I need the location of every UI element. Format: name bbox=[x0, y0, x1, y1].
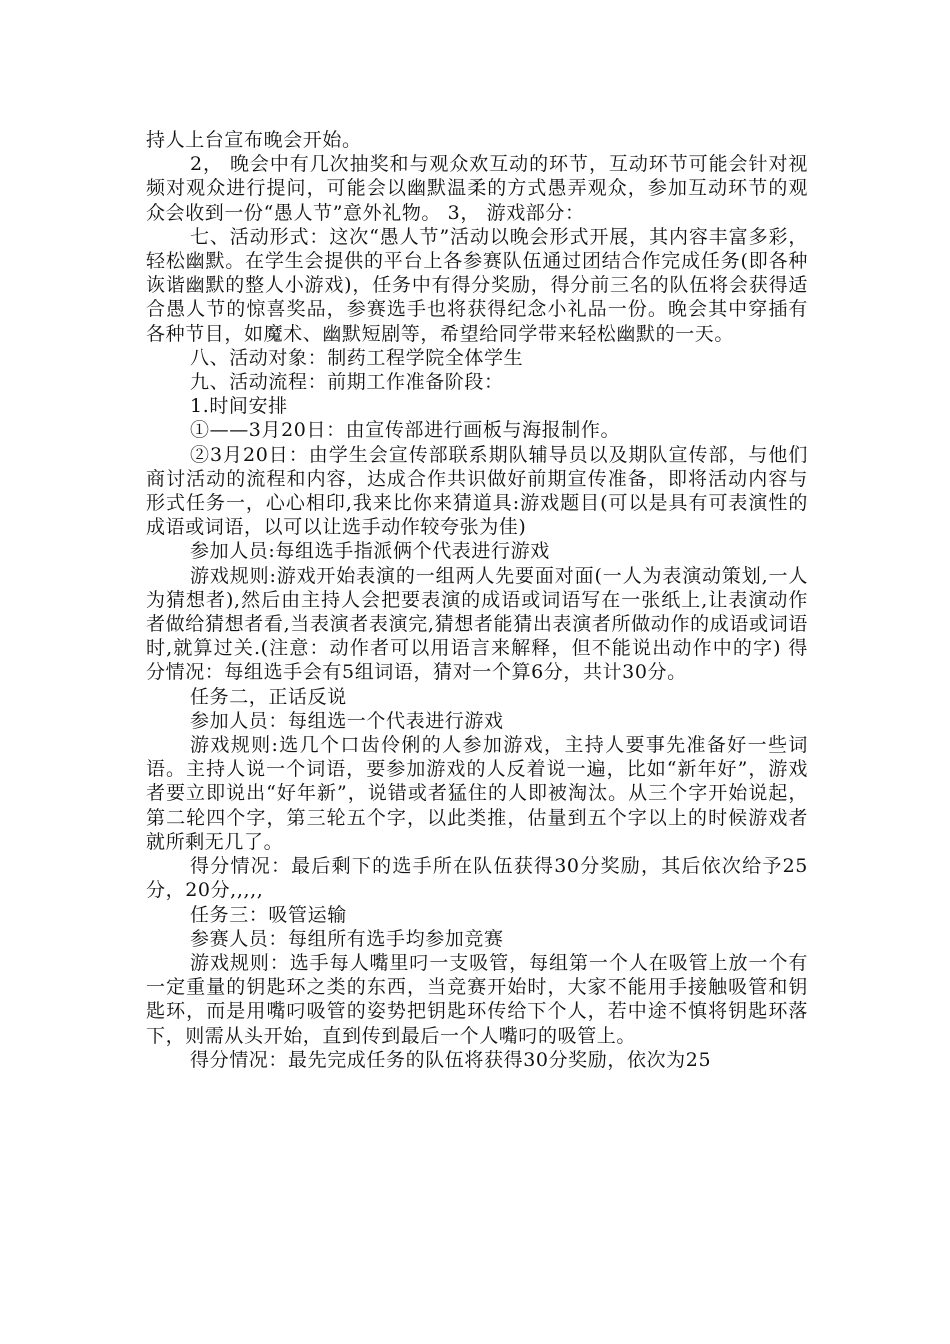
paragraph-task3-participants: 参赛人员：每组所有选手均参加竞赛 bbox=[190, 927, 504, 950]
paragraph-task2-title: 任务二，正话反说 bbox=[190, 685, 347, 708]
paragraph-task3-title: 任务三：吸管运输 bbox=[190, 903, 347, 926]
paragraph-task3-rules: 游戏规则：选手每人嘴里叼一支吸管，每组第一个人在吸管上放一个有一定重量的钥匙环之类的东西，当竞赛开始时，大家不能用手接触吸管和钥匙环，而是用嘴叼吸管的姿势把钥匙环传给下个人，若中途不慎将钥匙环落下，则需从头开始，直到传到最后一个人嘴叼的吸管上。 bbox=[146, 951, 808, 1047]
paragraph-task2-scoring: 得分情况：最后剩下的选手所在队伍获得30分奖励，其后依次给予25分，20分,,,,, bbox=[146, 855, 808, 902]
paragraph-activity-process: 九、活动流程：前期工作准备阶段： bbox=[190, 371, 504, 394]
document-body bbox=[146, 128, 808, 1072]
paragraph-schedule-item-2: ②3月20日：由学生会宣传部联系期队辅导员以及期队宣传部，与他们商讨活动的流程和内容，达成合作共识做好前期宣传准备，即将活动内容与形式任务一，心心相印,我来比你来猜道具:游戏题目(可以是具有可表演性的成语或词语，以可以让选手动作较夸张为佳) bbox=[146, 443, 808, 539]
paragraph-interaction-segment: 2， 晚会中有几次抽奖和与观众欢互动的环节，互动环节可能会针对视频对观众进行提问，可能会以幽默温柔的方式愚弄观众，参加互动环节的观众会收到一份“愚人节”意外礼物。 3， 游戏部分： bbox=[146, 153, 808, 224]
paragraph-task1-rules: 游戏规则:游戏开始表演的一组两人先要面对面(一人为表演动策划,一人为猜想者),然后由主持人会把要表演的成语或词语写在一张纸上,让表演动作者做给猜想者看,当表演者表演完,猜想者能猜出表演者所做动作的成语或词语时,就算过关.(注意：动作者可以用语言来解释，但不能说出动作中的字) 得分情况：每组选手会有5组词语，猜对一个算6分，共计30分。 bbox=[146, 564, 808, 684]
paragraph-activity-format: 七、活动形式：这次“愚人节”活动以晚会形式开展，其内容丰富多彩，轻松幽默。在学生会提供的平台上各参赛队伍通过团结合作完成任务(即各种诙谐幽默的整人小游戏)，任务中有得分奖励，得分前三名的队伍将会获得适合愚人节的惊喜奖品，参赛选手也将获得纪念小礼品一份。晚会其中穿插有各种节目，如魔术、幽默短剧等，希望给同学带来轻松幽默的一天。 bbox=[146, 225, 808, 345]
paragraph-task1-participants: 参加人员:每组选手指派俩个代表进行游戏 bbox=[190, 540, 550, 563]
paragraph-task2-participants: 参加人员：每组选一个代表进行游戏 bbox=[190, 709, 504, 732]
paragraph-schedule-item-1: ①——3月20日：由宣传部进行画板与海报制作。 bbox=[190, 419, 621, 442]
paragraph-task3-scoring: 得分情况：最先完成任务的队伍将获得30分奖励，依次为25 bbox=[190, 1048, 712, 1071]
paragraph-schedule-heading: 1.时间安排 bbox=[190, 395, 288, 418]
paragraph-activity-target: 八、活动对象：制药工程学院全体学生 bbox=[190, 346, 524, 369]
paragraph-continuation: 持人上台宣布晚会开始。 bbox=[146, 129, 362, 151]
paragraph-task2-rules: 游戏规则:选几个口齿伶俐的人参加游戏，主持人要事先准备好一些词语。主持人说一个词语，要参加游戏的人反着说一遍，比如“新年好”，游戏者要立即说出“好年新”，说错或者猛住的人即被淘汰。从三个字开始说起，第二轮四个字，第三轮五个字，以此类推，估量到五个字以上的时候游戏者就所剩无几了。 bbox=[146, 734, 808, 853]
